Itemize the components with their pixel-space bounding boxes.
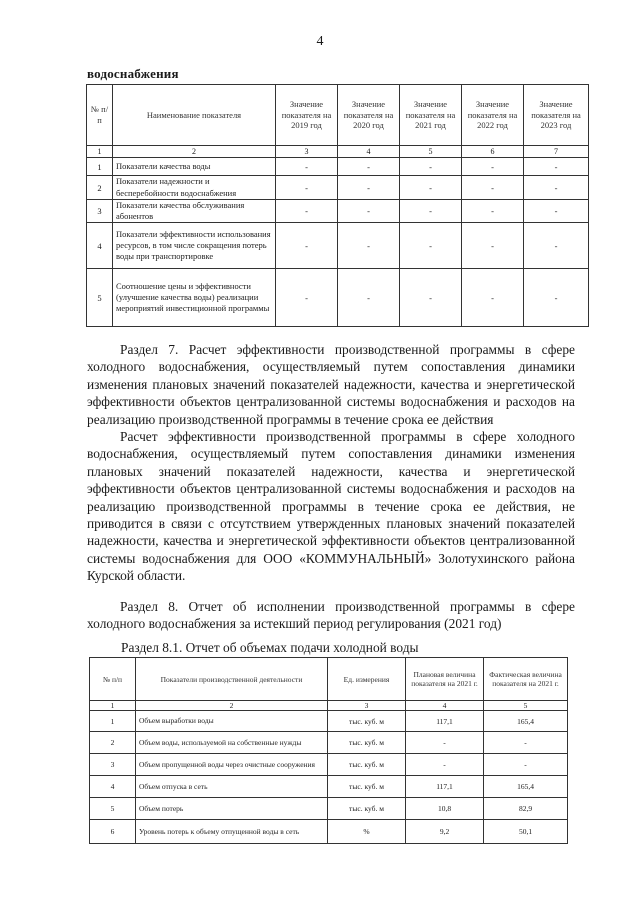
value-cell: - bbox=[400, 223, 462, 269]
table-header-row bbox=[90, 658, 568, 701]
row-number: 3 bbox=[87, 200, 113, 223]
value-cell: - bbox=[524, 269, 589, 327]
table-row bbox=[90, 798, 568, 820]
plan-value: 9,2 bbox=[406, 820, 484, 844]
plan-value: 117,1 bbox=[406, 711, 484, 732]
plan-value: 10,8 bbox=[406, 798, 484, 820]
indicator-name: Показатели качества воды bbox=[113, 158, 276, 176]
table-row bbox=[87, 223, 589, 269]
header-cell: Наименование показателя bbox=[113, 85, 276, 146]
unit-cell: тыс. куб. м bbox=[328, 732, 406, 754]
column-number: 6 bbox=[462, 146, 524, 158]
section-8-heading: Раздел 8. Отчет об исполнении производственной программы в сфере холодного водоснабжения за истекший период регулирования (2021 год) bbox=[87, 599, 575, 632]
fact-value: 50,1 bbox=[484, 820, 568, 844]
indicator-name: Объем пропущенной воды через очистные сооружения bbox=[136, 754, 328, 776]
row-number: 2 bbox=[90, 732, 136, 754]
indicator-name: Показатели качества обслуживания абонентов bbox=[113, 200, 276, 223]
value-cell: - bbox=[276, 158, 338, 176]
column-number: 4 bbox=[406, 701, 484, 711]
indicator-name: Уровень потерь к объему отпущенной воды в сеть bbox=[136, 820, 328, 844]
column-number: 4 bbox=[338, 146, 400, 158]
column-number: 5 bbox=[400, 146, 462, 158]
row-number: 3 bbox=[90, 754, 136, 776]
row-number: 1 bbox=[87, 158, 113, 176]
section-8 bbox=[87, 598, 575, 633]
header-cell: Значение показателя на 2020 год bbox=[338, 85, 400, 146]
header-cell: Значение показателя на 2022 год bbox=[462, 85, 524, 146]
value-cell: - bbox=[276, 223, 338, 269]
header-cell: Значение показателя на 2019 год bbox=[276, 85, 338, 146]
fact-value: - bbox=[484, 732, 568, 754]
table-row bbox=[87, 158, 589, 176]
fact-value: 165,4 bbox=[484, 711, 568, 732]
column-numbering-row bbox=[90, 701, 568, 711]
section-7 bbox=[87, 341, 575, 585]
unit-cell: тыс. куб. м bbox=[328, 776, 406, 798]
value-cell: - bbox=[400, 200, 462, 223]
table-row bbox=[90, 776, 568, 798]
indicator-name: Объем отпуска в сеть bbox=[136, 776, 328, 798]
row-number: 1 bbox=[90, 711, 136, 732]
indicator-name: Показатели эффективности использования ресурсов, в том числе сокращения потерь воды при транспортировке bbox=[113, 223, 276, 269]
column-number: 1 bbox=[87, 146, 113, 158]
indicator-name: Объем потерь bbox=[136, 798, 328, 820]
table-row bbox=[87, 269, 589, 327]
table-row bbox=[90, 711, 568, 732]
water-supply-volumes-table bbox=[89, 657, 568, 844]
value-cell: - bbox=[462, 158, 524, 176]
value-cell: - bbox=[462, 200, 524, 223]
value-cell: - bbox=[338, 176, 400, 200]
value-cell: - bbox=[524, 176, 589, 200]
value-cell: - bbox=[462, 176, 524, 200]
header-cell: Плановая величина показателя на 2021 г. bbox=[406, 658, 484, 701]
fact-value: - bbox=[484, 754, 568, 776]
column-number: 5 bbox=[484, 701, 568, 711]
column-number: 1 bbox=[90, 701, 136, 711]
plan-value: - bbox=[406, 754, 484, 776]
value-cell: - bbox=[524, 200, 589, 223]
table-row bbox=[90, 754, 568, 776]
value-cell: - bbox=[400, 269, 462, 327]
column-number: 3 bbox=[328, 701, 406, 711]
section-7-heading: Раздел 7. Расчет эффективности производственной программы в сфере холодного водоснабжения, осуществляемый путем сопоставления динамики изменения плановых значений показателей надежности, качества и энергетической эффективности объектов централизованной системы водоснабжения и расходов на реализацию производственной программы в течение срока ее действия bbox=[87, 342, 575, 427]
unit-cell: тыс. куб. м bbox=[328, 754, 406, 776]
row-number: 5 bbox=[90, 798, 136, 820]
value-cell: - bbox=[462, 269, 524, 327]
row-number: 6 bbox=[90, 820, 136, 844]
fact-value: 82,9 bbox=[484, 798, 568, 820]
header-cell: № п/п bbox=[90, 658, 136, 701]
column-number: 2 bbox=[113, 146, 276, 158]
value-cell: - bbox=[338, 223, 400, 269]
column-number: 2 bbox=[136, 701, 328, 711]
value-cell: - bbox=[400, 158, 462, 176]
value-cell: - bbox=[338, 200, 400, 223]
value-cell: - bbox=[276, 200, 338, 223]
section-7-body: Расчет эффективности производственной программы в сфере холодного водоснабжения, осуществляемый путем сопоставления динамики изменения плановых значений показателей надежности, качества и энергетической эффективности объектов централизованной системы водоснабжения и расходов на реализацию производственной программы в течение срока ее действия, не приводится в связи с отсутствием утвержденных плановых значений показателей надежности, качества и энергетической эффективности объектов централизованной системы водоснабжения для ООО «КОММУНАЛЬНЫЙ» Золотухинского района Курской области. bbox=[87, 429, 575, 584]
header-cell: № п/п bbox=[87, 85, 113, 146]
header-cell: Ед. измерения bbox=[328, 658, 406, 701]
row-number: 5 bbox=[87, 269, 113, 327]
value-cell: - bbox=[524, 223, 589, 269]
value-cell: - bbox=[338, 158, 400, 176]
value-cell: - bbox=[524, 158, 589, 176]
unit-cell: тыс. куб. м bbox=[328, 798, 406, 820]
page-number: 4 bbox=[316, 34, 324, 49]
value-cell: - bbox=[276, 176, 338, 200]
header-cell: Значение показателя на 2023 год bbox=[524, 85, 589, 146]
plan-value: - bbox=[406, 732, 484, 754]
unit-cell: тыс. куб. м bbox=[328, 711, 406, 732]
value-cell: - bbox=[338, 269, 400, 327]
indicator-name: Объем выработки воды bbox=[136, 711, 328, 732]
table-header-row bbox=[87, 85, 589, 146]
row-number: 2 bbox=[87, 176, 113, 200]
row-number: 4 bbox=[90, 776, 136, 798]
indicator-name: Показатели надежности и бесперебойности водоснабжения bbox=[113, 176, 276, 200]
fact-value: 165,4 bbox=[484, 776, 568, 798]
header-cell: Показатели производственной деятельности bbox=[136, 658, 328, 701]
column-numbering-row bbox=[87, 146, 589, 158]
plan-value: 117,1 bbox=[406, 776, 484, 798]
row-number: 4 bbox=[87, 223, 113, 269]
column-number: 3 bbox=[276, 146, 338, 158]
indicators-table bbox=[86, 84, 589, 327]
indicator-name: Соотношение цены и эффективности (улучшение качества воды) реализации мероприятий инвестиционной программы bbox=[113, 269, 276, 327]
indicator-name: Объем воды, используемой на собственные нужды bbox=[136, 732, 328, 754]
value-cell: - bbox=[400, 176, 462, 200]
value-cell: - bbox=[462, 223, 524, 269]
unit-cell: % bbox=[328, 820, 406, 844]
table-row bbox=[87, 200, 589, 223]
section-8-1-heading: Раздел 8.1. Отчет об объемах подачи холодной воды bbox=[121, 640, 419, 655]
column-number: 7 bbox=[524, 146, 589, 158]
table-row bbox=[87, 176, 589, 200]
header-cell: Значение показателя на 2021 год bbox=[400, 85, 462, 146]
table-row bbox=[90, 732, 568, 754]
header-cell: Фактическая величина показателя на 2021 г. bbox=[484, 658, 568, 701]
value-cell: - bbox=[276, 269, 338, 327]
table-row bbox=[90, 820, 568, 844]
heading-continuation: водоснабжения bbox=[87, 66, 179, 81]
